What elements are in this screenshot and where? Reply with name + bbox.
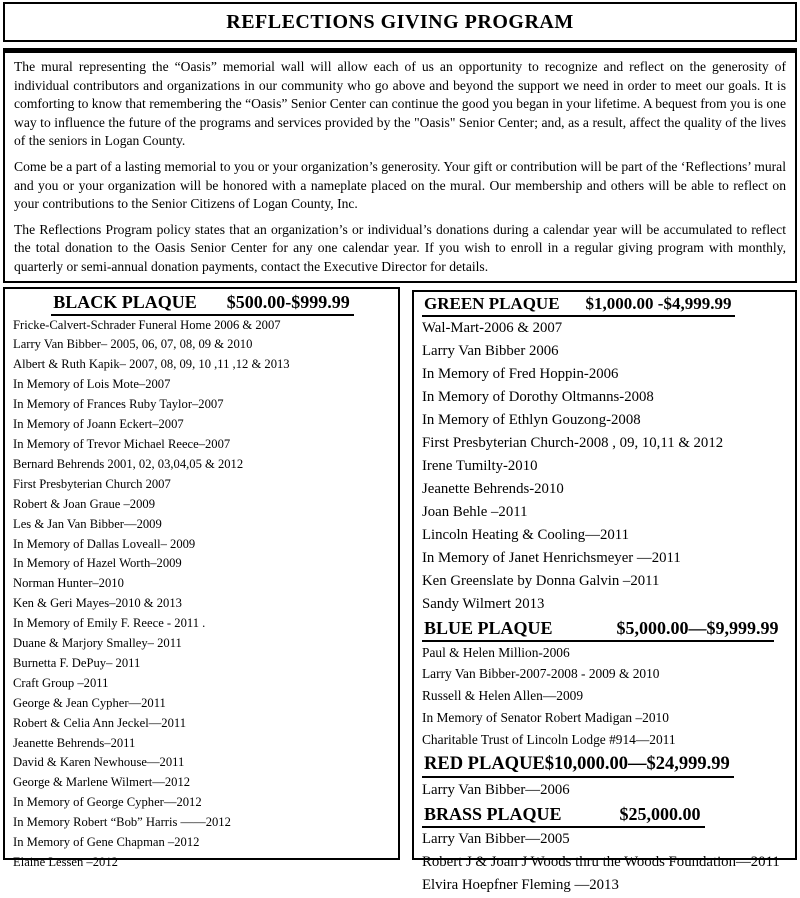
blue-plaque-section [422,618,789,751]
black-plaque-range: $500.00-$999.99 [226,291,350,312]
plaque-list-item: Larry Van Bibber—2005 [422,830,570,847]
red-plaque-section [422,754,789,802]
black-plaque-list [13,316,392,873]
plaque-list-item: Craft Group –2011 [13,675,109,690]
plaque-list-item: Wal-Mart-2006 & 2007 [422,319,563,336]
plaque-list-item: In Memory of Fred Hoppin-2006 [422,365,619,382]
plaque-list-item: Joan Behle –2011 [422,503,528,520]
plaque-list-item: Irene Tumilty-2010 [422,457,538,474]
plaque-list-item: First Presbyterian Church 2007 [13,476,171,491]
plaque-list-item: Burnetta F. DePuy– 2011 [13,655,141,670]
brass-plaque-section [422,804,789,898]
brass-plaque-header [422,804,789,828]
plaque-list-item: Les & Jan Van Bibber—2009 [13,516,162,531]
blue-plaque-list [422,642,789,751]
plaque-list-item: Fricke-Calvert-Schrader Funeral Home 2006 & 2007 [13,317,281,332]
green-plaque-list [422,317,789,616]
plaque-list-item: In Memory of Frances Ruby Taylor–2007 [13,397,224,412]
intro-paragraph: The mural representing the “Oasis” memorial wall will allow each of us an opportunity to recognize and reflect on the generosity of individual contributors and organizations in our community who go above and beyond the support we need in order to meet our goals. It is comforting to know that remembering the “Oasis” Senior Center can continue the good you began in your lifetime. A bequest from you is one way to influence the future of the programs and services provided by the "Oasis" Senior Center; and, as a result, affect the quality of the lives of the seniors in Logan County. [14,59,786,149]
plaque-list-item: Bernard Behrends 2001, 02, 03,04,05 & 2012 [13,456,244,471]
red-plaque-list [422,778,789,802]
intro-box [3,48,797,283]
plaque-list-item: In Memory of Hazel Worth–2009 [13,556,182,571]
plaque-list-item: Norman Hunter–2010 [13,576,124,591]
blue-plaque-header [422,618,789,642]
plaque-list-item: David & Karen Newhouse—2011 [13,755,185,770]
blue-plaque-range: $5,000.00—$9,999.99 [616,617,779,638]
black-plaque-title: BLACK PLAQUE [53,291,197,312]
plaque-list-item: Ken & Geri Mayes–2010 & 2013 [13,596,182,611]
blue-plaque-title: BLUE PLAQUE [424,617,553,638]
intro-paragraph: The Reflections Program policy states that an organization’s or individual’s donations during a calendar year will be accumulated to reflect the total donation to the Oasis Senior Center for any one calendar year. If you wish to enroll in a regular giving program with monthly, quarterly or semi-annual donation payments, contact the Executive Director for details. [14,221,786,274]
plaque-list-item: George & Jean Cypher—2011 [13,695,166,710]
right-plaque-column [412,290,797,894]
plaque-list-item: Lincoln Heating & Cooling—2011 [422,526,629,543]
green-plaque-range: $1,000.00 -$4,999.99 [585,293,732,313]
green-plaque-title: GREEN PLAQUE [424,293,560,313]
plaque-list-item: Jeanette Behrends–2011 [13,735,136,750]
plaque-list-item: In Memory of George Cypher—2012 [13,795,202,810]
plaque-list-item: Larry Van Bibber 2006 [422,342,559,359]
plaque-list-item: Paul & Helen Million-2006 [422,644,570,660]
plaque-list-item: In Memory of Janet Henrichsmeyer —2011 [422,549,681,566]
plaque-list-item: In Memory of Lois Mote–2007 [13,377,171,392]
plaque-list-item: In Memory of Joann Eckert–2007 [13,417,184,432]
plaque-list-item: First Presbyterian Church-2008 , 09, 10,11 & 2012 [422,434,724,451]
plaque-list-item: In Memory of Dallas Loveall– 2009 [13,536,196,551]
plaque-columns [3,287,797,894]
plaque-list-item: In Memory of Ethlyn Gouzong-2008 [422,411,641,428]
plaque-list-item: In Memory of Emily F. Reece - 2011 . [13,616,206,631]
plaque-list-item: Larry Van Bibber– 2005, 06, 07, 08, 09 & 2010 [13,337,253,352]
red-plaque-range: $10,000.00—$24,999.99 [544,753,730,774]
plaque-list-item: Elvira Hoepfner Fleming —2013 [422,877,619,894]
plaque-list-item: Larry Van Bibber-2007-2008 - 2009 & 2010 [422,666,660,682]
plaque-list-item: George & Marlene Wilmert—2012 [13,775,191,790]
plaque-list-item: Sandy Wilmert 2013 [422,595,545,612]
plaque-list-item: Duane & Marjory Smalley– 2011 [13,636,182,651]
page-title: REFLECTIONS GIVING PROGRAM [226,10,574,33]
plaque-list-item: Jeanette Behrends-2010 [422,480,564,497]
plaque-list-item: In Memory Robert “Bob” Harris ——2012 [13,815,231,830]
green-plaque-header [422,294,789,317]
brass-plaque-title: BRASS PLAQUE [424,803,562,824]
plaque-list-item: Charitable Trust of Lincoln Lodge #914—2011 [422,731,676,747]
title-box [3,2,797,42]
brass-plaque-range: $25,000.00 [619,803,701,824]
green-plaque-section [422,294,789,616]
plaque-list-item: In Memory of Dorothy Oltmanns-2008 [422,388,654,405]
plaque-list-item: In Memory of Senator Robert Madigan –2010 [422,709,669,725]
red-plaque-header [422,754,789,778]
plaque-list-item: Ken Greenslate by Donna Galvin –2011 [422,572,660,589]
plaque-list-item: In Memory of Trevor Michael Reece–2007 [13,436,231,451]
plaque-list-item: Robert J & Joan J Woods thru the Woods Foundation—2011 [422,853,780,870]
black-plaque-column [3,287,400,869]
black-plaque-header [13,292,392,316]
plaque-list-item: Russell & Helen Allen—2009 [422,688,584,704]
red-plaque-title: RED PLAQUE [424,753,545,774]
plaque-list-item: Robert & Celia Ann Jeckel—2011 [13,715,187,730]
plaque-list-item: Larry Van Bibber—2006 [422,781,570,798]
brass-plaque-list [422,828,789,898]
plaque-list-item: Albert & Ruth Kapik– 2007, 08, 09, 10 ,11 ,12 & 2013 [13,357,290,372]
plaque-list-item: In Memory of Gene Chapman –2012 [13,835,200,850]
plaque-list-item: Robert & Joan Graue –2009 [13,496,155,511]
plaque-list-item: Elaine Lessen –2012 [13,855,118,869]
intro-paragraph: Come be a part of a lasting memorial to you or your organization’s generosity. Your gift or contribution will be part of the ‘Reflections’ mural and you or your organization will be honored with a nameplate placed on the mural. Our membership and others will be able to reflect on your contributions to the Senior Citizens of Logan County, Inc. [14,158,786,212]
